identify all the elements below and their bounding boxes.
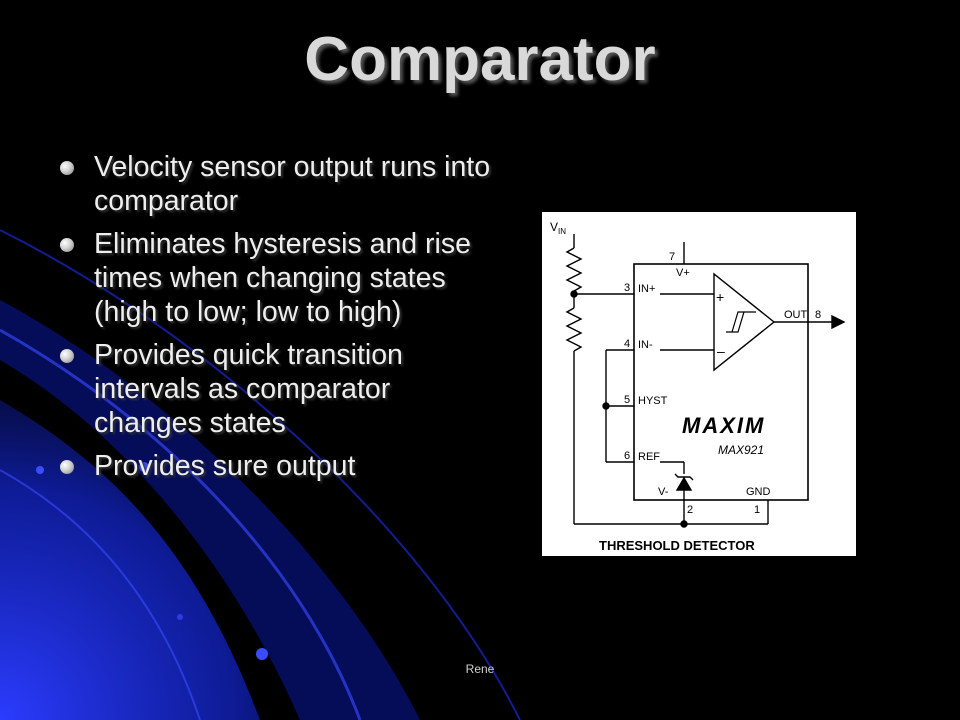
threshold-detector-figure (542, 212, 856, 556)
bullet-item (60, 227, 500, 329)
bullet-icon (60, 460, 74, 474)
in-minus-label: IN- (638, 339, 653, 351)
vplus-label: V+ (676, 267, 690, 279)
vminus-label: V- (658, 486, 669, 498)
footer-author: Rene (465, 662, 495, 676)
bullet-text: Provides quick transition intervals as comparator changes states (94, 339, 403, 439)
plus-sign: + (716, 289, 725, 305)
pin-1-number: 1 (754, 504, 761, 516)
bullet-item (60, 338, 500, 440)
in-plus-label: IN+ (638, 283, 656, 295)
bullet-list (60, 150, 500, 492)
minus-sign: – (717, 343, 725, 359)
pin-3-number: 3 (624, 282, 631, 294)
pin-5-number: 5 (624, 394, 631, 406)
hysteresis-icon (726, 312, 756, 332)
pin-4-number: 4 (624, 338, 631, 350)
gnd-label: GND (746, 486, 771, 498)
bullet-icon (60, 349, 74, 363)
bullet-text: Velocity sensor output runs into comparator (94, 151, 491, 217)
maxim-logo: MAXIM (682, 413, 766, 438)
part-number: MAX921 (718, 443, 765, 457)
vin-label: $V_{IN}$ (550, 220, 567, 236)
pin-2-number: 2 (687, 504, 694, 516)
out-label: OUT (784, 309, 808, 321)
figure-caption: THRESHOLD DETECTOR (599, 538, 755, 553)
resistor-bottom (567, 308, 581, 351)
bullet-item (60, 150, 500, 218)
resistor-top (567, 248, 581, 291)
zener-diode-icon (677, 478, 691, 490)
pin-8-number: 8 (815, 309, 822, 321)
bullet-text: Eliminates hysteresis and rise times when changing states (high to low; low to high) (94, 228, 471, 328)
pin-7-number: 7 (669, 251, 676, 263)
bullet-icon (60, 161, 74, 175)
ref-label: REF (638, 451, 660, 463)
pin-6-number: 6 (624, 450, 631, 462)
slide-title: Comparator (304, 25, 656, 94)
circuit-diagram (542, 212, 856, 556)
output-arrow-icon (832, 316, 844, 328)
hyst-label: HYST (638, 395, 668, 407)
bullet-text: Provides sure output (94, 450, 356, 482)
bullet-icon (60, 238, 74, 252)
bullet-item (60, 449, 500, 483)
